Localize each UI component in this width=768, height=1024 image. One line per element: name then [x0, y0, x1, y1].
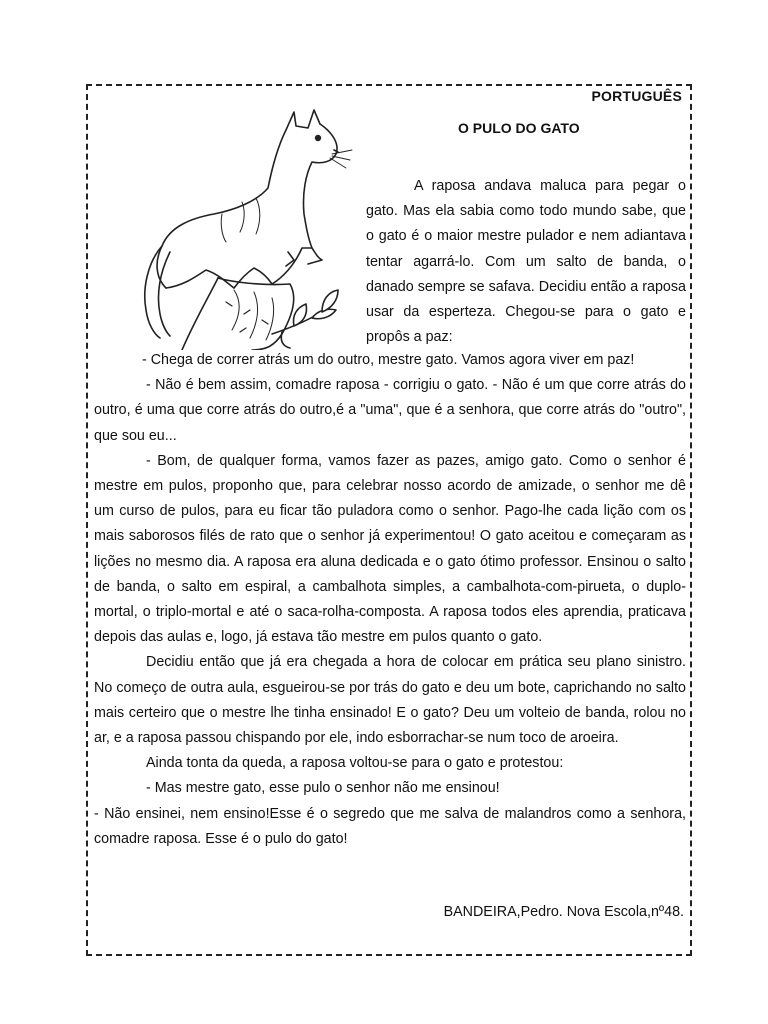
story-paragraph: Decidiu então que já era chegada a hora de colocar em prática seu plano sinistro. No começo de outra aula, esgueirou-se por trás do gato e deu um bote, caprichando no salto mais certeiro que o mestre lhe tinha ensinado! E o gato? Deu um volteio de banda, rolou no ar, e a raposa passou chispando por ele, indo esborrachar-se num toco de aroeira.: [94, 654, 686, 747]
story-body: [94, 348, 686, 852]
story-paragraph: - Não é bem assim, comadre raposa - corrigiu o gato. - Não é um que corre atrás do outro, é uma que corre atrás do outro,é a "uma", que é a senhora, que corre atrás do "outro", que sou eu...: [94, 377, 686, 444]
cat-on-tree-stump-illustration: [122, 102, 354, 350]
story-paragraph: - Mas mestre gato, esse pulo o senhor não me ensinou!: [146, 780, 500, 797]
subject-label: PORTUGUÊS: [591, 88, 682, 104]
story-title: O PULO DO GATO: [458, 120, 580, 136]
source-citation: BANDEIRA,Pedro. Nova Escola,nº48.: [443, 904, 684, 920]
worksheet-frame: [86, 84, 692, 956]
story-paragraph: - Chega de correr atrás um do outro, mestre gato. Vamos agora viver em paz!: [142, 352, 635, 368]
story-paragraph: - Não ensinei, nem ensino!Esse é o segredo que me salva de malandros como a senhora, comadre raposa. Esse é o pulo do gato!: [94, 805, 686, 847]
story-paragraph: - Bom, de qualquer forma, vamos fazer as pazes, amigo gato. Como o senhor é mestre em pulos, proponho que, para celebrar nosso acordo de amizade, o senhor me dê um curso de pulos, para eu ficar tão puladora como o senhor. Pago-lhe cada lição com os mais saborosos filés de rato que o senhor já experimentou! O gato aceitou e começaram as lições no mesmo dia. A raposa era aluna dedicada e o gato ótimo professor. Ensinou o salto de banda, o salto em espiral, a cambalhota simples, a cambalhota-com-pirueta, o duplo-mortal, o triplo-mortal e até o saca-rolha-composta. A raposa todos eles aprendia, praticava depois das aulas e, logo, já estava tão mestre em pulos quanto o gato.: [94, 452, 686, 646]
story-paragraph-intro: A raposa andava maluca para pegar o gato. Mas ela sabia como todo mundo sabe, que o gato é o maior mestre pulador e nem adiantava tentar agarrá-lo. Com um salto de banda, o danado sempre se safava. Decidiu então a raposa usar da esperteza. Chegou-se para o gato e propôs a paz:: [366, 178, 686, 346]
story-paragraph: Ainda tonta da queda, a raposa voltou-se para o gato e protestou:: [146, 755, 564, 772]
